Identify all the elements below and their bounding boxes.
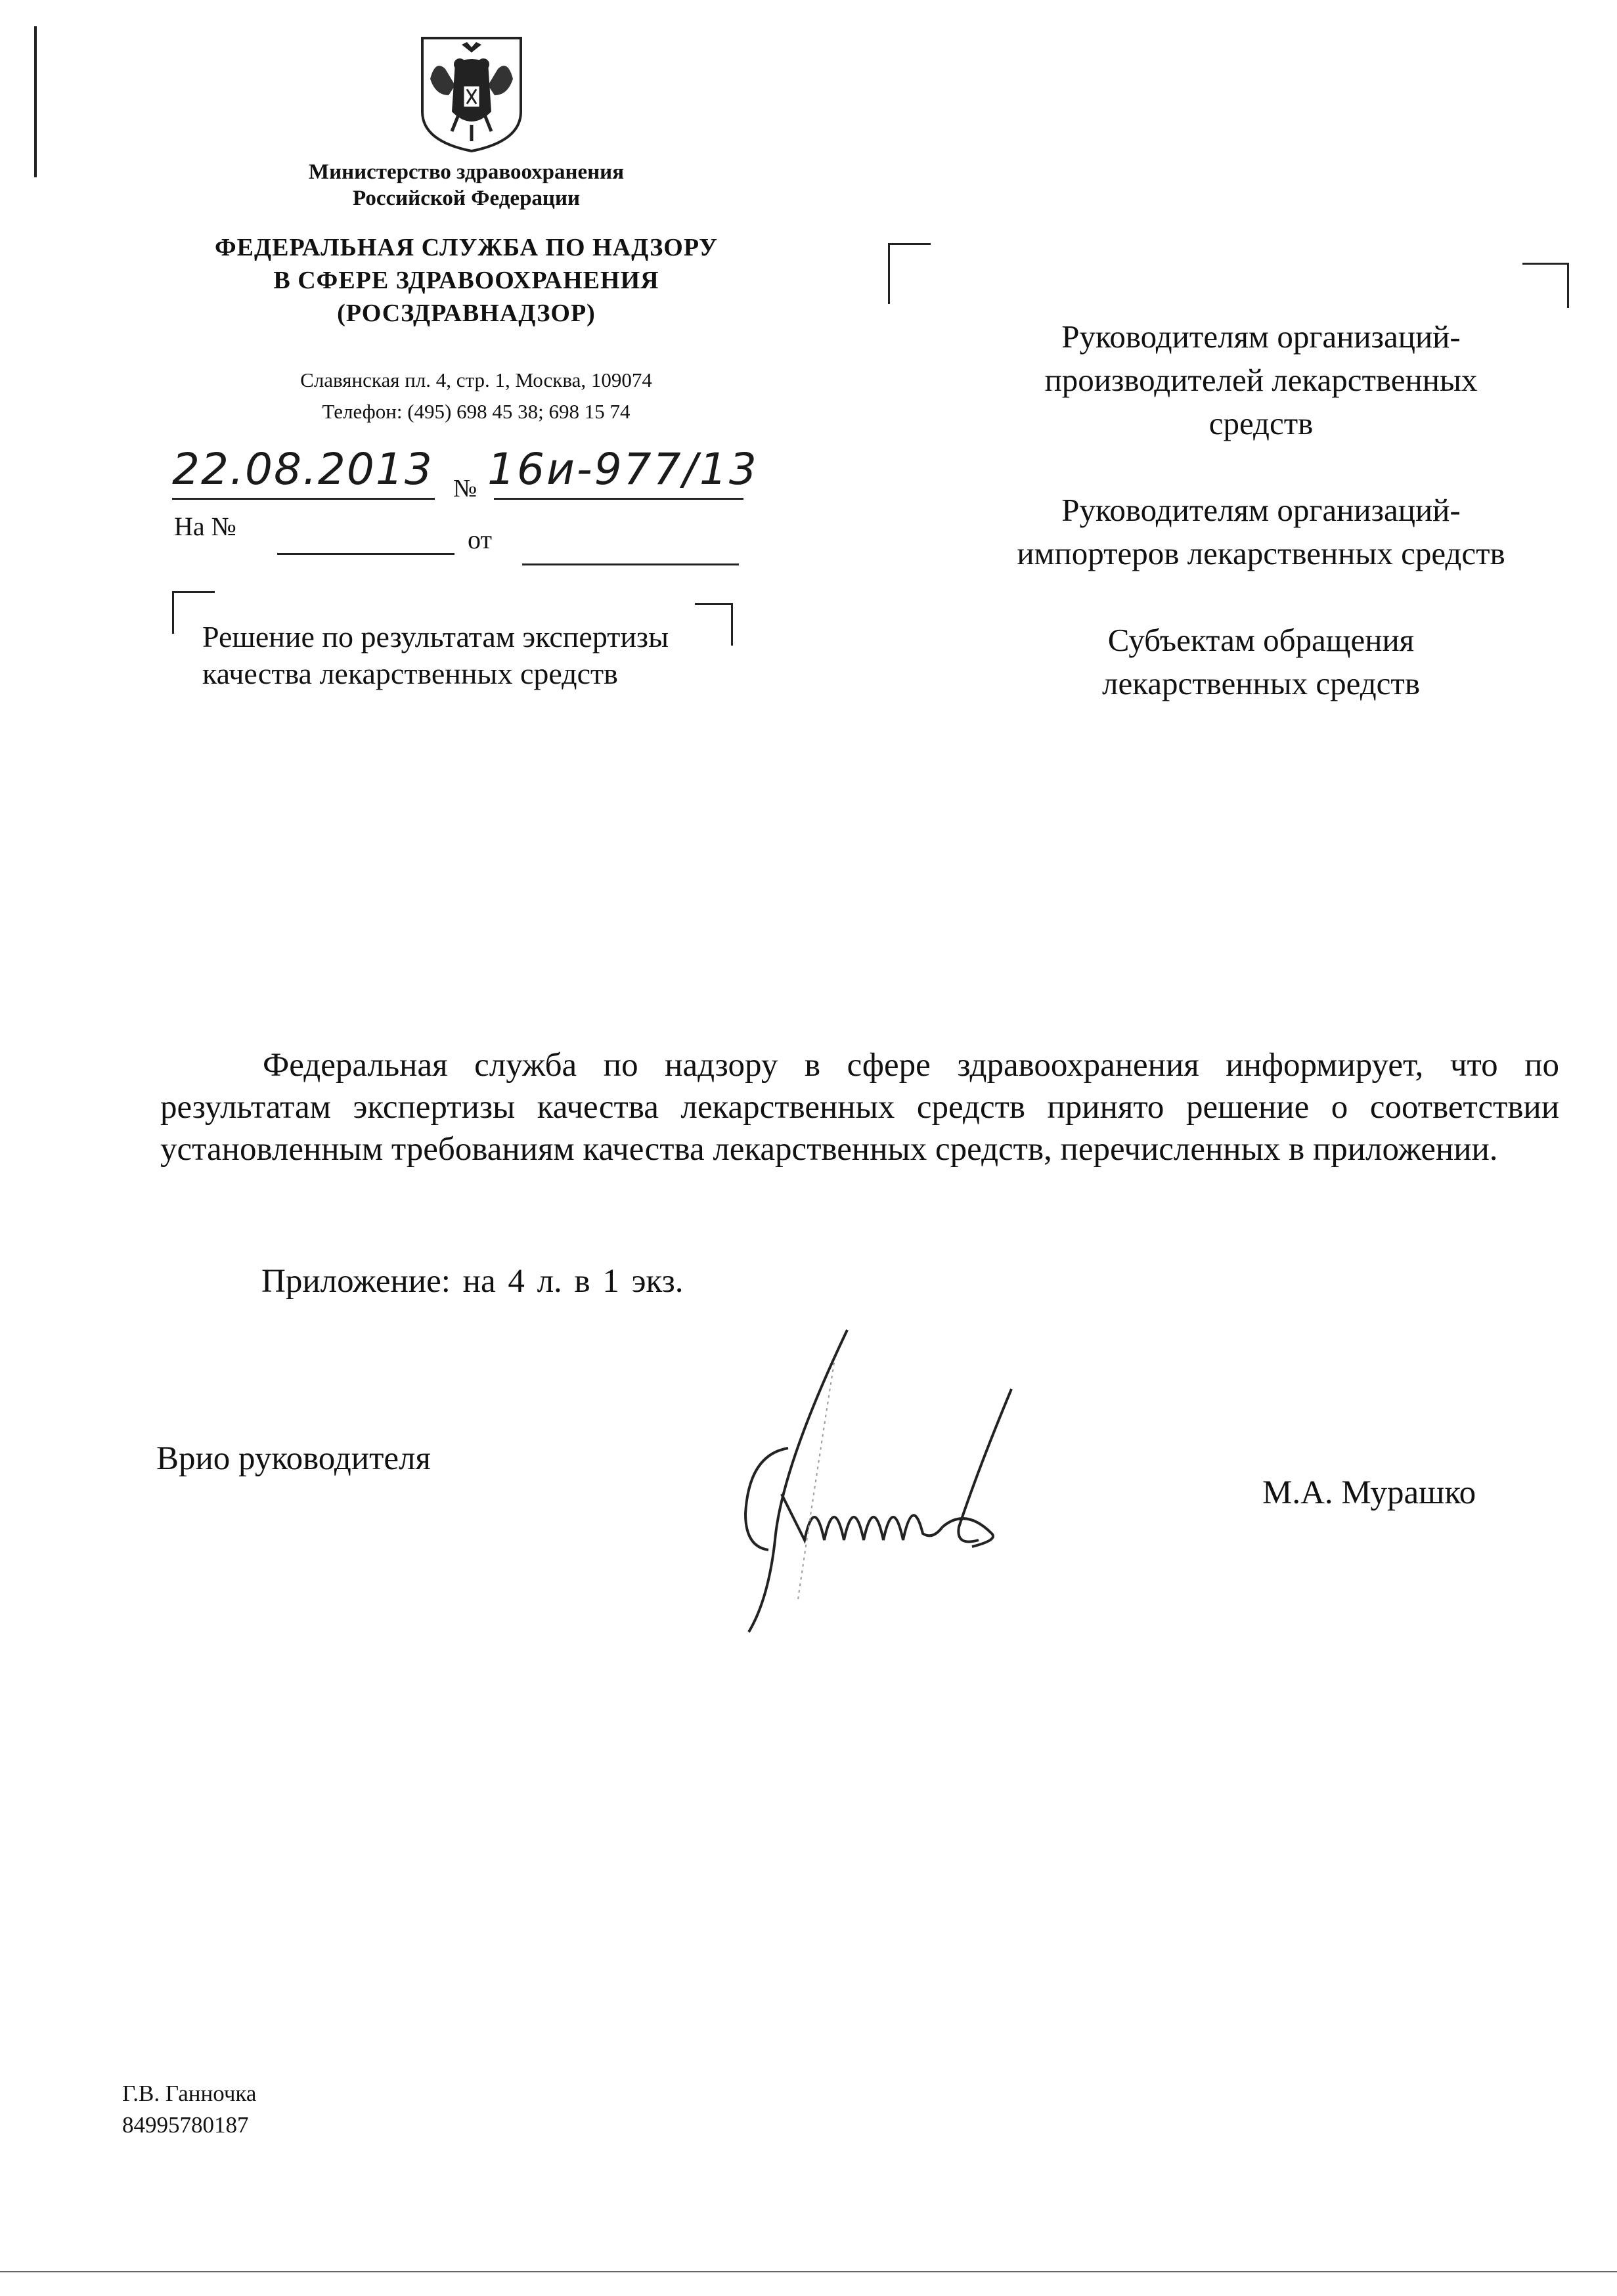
recipient-manufacturers: [946, 315, 1576, 445]
subject-line: качества лекарственных средств: [202, 657, 618, 690]
signer-position: Врио руководителя: [156, 1440, 431, 1477]
recipient-line: лекарственных средств: [1102, 665, 1420, 701]
letter-body: [160, 1044, 1559, 1170]
date-underline: [172, 498, 435, 500]
letter-subject: [202, 619, 767, 692]
attachment-note: Приложение: на 4 л. в 1 экз.: [261, 1263, 684, 1300]
registration-number: 16и-977/13: [487, 444, 759, 495]
executor-name: Г.В. Ганночка: [122, 2081, 257, 2106]
registration-date: 22.08.2013: [172, 444, 433, 495]
reply-number-line: [277, 553, 454, 555]
phone-line: Телефон: (495) 698 45 38; 698 15 74: [322, 400, 631, 423]
agency-line: ФЕДЕРАЛЬНАЯ СЛУЖБА ПО НАДЗОРУ: [215, 234, 718, 261]
signer-name: М.А. Мурашко: [1262, 1474, 1476, 1511]
recipients-bracket-left: [888, 243, 931, 304]
executor-phone: 84995780187: [122, 2112, 249, 2138]
recipient-line: импортеров лекарственных средств: [1017, 535, 1505, 571]
agency-address: [190, 364, 762, 428]
recipients-bracket-right: [1522, 263, 1569, 308]
ministry-name: [223, 159, 709, 211]
reply-date-line: [522, 563, 739, 565]
number-underline: [494, 498, 743, 500]
address-line: Славянская пл. 4, стр. 1, Москва, 109074: [300, 368, 652, 391]
recipient-line: производителей лекарственных: [1044, 362, 1478, 398]
recipient-importers: [946, 489, 1576, 575]
recipients-block: [946, 315, 1576, 749]
reply-number-label: На №: [174, 512, 236, 541]
reply-from-label: от: [468, 525, 492, 554]
body-paragraph: Федеральная служба по надзору в сфере здравоохранения информирует, что по результатам экспертизы качества лекарственных средств принято решение о соответствии установленным требованиям качества лекарственных средств, перечисленных в приложении.: [160, 1047, 1559, 1168]
recipient-subjects: [946, 619, 1576, 705]
recipient-line: Руководителям организаций-: [1061, 319, 1461, 355]
subject-line: Решение по результатам экспертизы: [202, 620, 669, 653]
recipient-line: Руководителям организаций-: [1061, 492, 1461, 528]
agency-name: [158, 231, 775, 330]
scan-edge-mark: [34, 26, 37, 177]
handwritten-signature-icon: [683, 1323, 1051, 1639]
agency-line: (РОСЗДРАВНАДЗОР): [337, 299, 596, 327]
scan-edge-mark: [0, 2271, 1617, 2272]
agency-line: В СФЕРЕ ЗДРАВООХРАНЕНИЯ: [273, 267, 659, 294]
recipient-line: Субъектам обращения: [1107, 622, 1415, 658]
ministry-line: Российской Федерации: [353, 187, 580, 210]
number-sign: №: [453, 475, 477, 502]
ministry-line: Министерство здравоохранения: [308, 160, 625, 184]
russian-coat-of-arms-icon: [416, 33, 527, 154]
recipient-line: средств: [1208, 405, 1314, 441]
